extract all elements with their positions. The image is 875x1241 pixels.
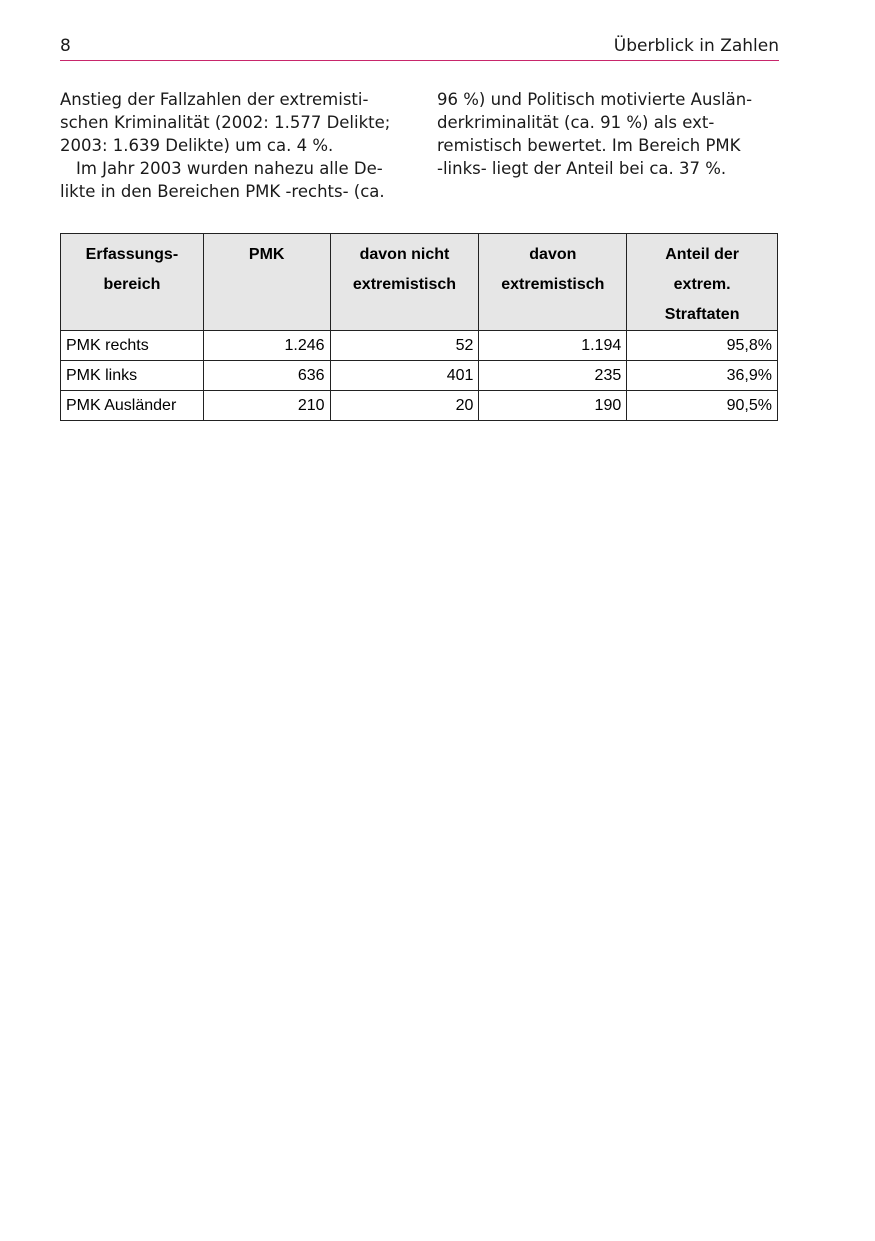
cell-nicht-extremistisch: 20 — [330, 391, 479, 421]
column-header-pmk — [203, 234, 330, 331]
header-line: Straftaten — [664, 306, 740, 323]
table-header-row — [61, 234, 778, 331]
cell-nicht-extremistisch: 401 — [330, 361, 479, 391]
body-text-left-column — [60, 88, 400, 203]
column-header-erfassungsbereich — [61, 234, 204, 331]
cell-extremistisch: 1.194 — [479, 331, 627, 361]
text-line: derkriminalität (ca. 91 %) als ext- — [437, 113, 715, 132]
text-line: likte in den Bereichen PMK -rechts- (ca. — [60, 182, 385, 201]
text-line: Im Jahr 2003 wurden nahezu alle De- — [76, 159, 383, 178]
text-line: -links- liegt der Anteil bei ca. 37 %. — [437, 159, 727, 178]
body-text-right-column — [437, 88, 777, 180]
column-header-anteil — [627, 234, 778, 331]
cell-extremistisch: 190 — [479, 391, 627, 421]
header-line: extrem. — [673, 276, 731, 293]
text-line: Anstieg der Fallzahlen der extremisti- — [60, 90, 369, 109]
cell-extremistisch: 235 — [479, 361, 627, 391]
text-line: 96 %) und Politisch motivierte Auslän- — [437, 90, 753, 109]
table-row — [61, 361, 778, 391]
page-number: 8 — [60, 36, 71, 56]
header-line: PMK — [248, 246, 285, 263]
row-label: PMK rechts — [61, 331, 204, 361]
header-line: Anteil der — [665, 246, 740, 263]
text-line: 2003: 1.639 Delikte) um ca. 4 %. — [60, 136, 334, 155]
text-line: remistisch bewertet. Im Bereich PMK — [437, 136, 741, 155]
header-line: davon nicht — [359, 246, 450, 263]
cell-pmk: 636 — [203, 361, 330, 391]
column-header-nicht-extremistisch — [330, 234, 479, 331]
column-header-extremistisch — [479, 234, 627, 331]
header-line: davon — [529, 246, 577, 263]
cell-nicht-extremistisch: 52 — [330, 331, 479, 361]
table-row — [61, 391, 778, 421]
header-line: bereich — [103, 276, 161, 293]
running-title: Überblick in Zahlen — [613, 36, 779, 56]
text-line: schen Kriminalität (2002: 1.577 Delikte; — [60, 113, 391, 132]
cell-anteil: 90,5% — [627, 391, 778, 421]
row-label: PMK links — [61, 361, 204, 391]
statistics-table — [60, 233, 778, 421]
cell-anteil: 36,9% — [627, 361, 778, 391]
page-header — [60, 34, 779, 61]
table-row — [61, 331, 778, 361]
cell-anteil: 95,8% — [627, 331, 778, 361]
cell-pmk: 1.246 — [203, 331, 330, 361]
header-line: extremistisch — [501, 276, 605, 293]
row-label: PMK Ausländer — [61, 391, 204, 421]
header-line: extremistisch — [352, 276, 457, 293]
header-line: Erfassungs- — [85, 246, 179, 263]
cell-pmk: 210 — [203, 391, 330, 421]
